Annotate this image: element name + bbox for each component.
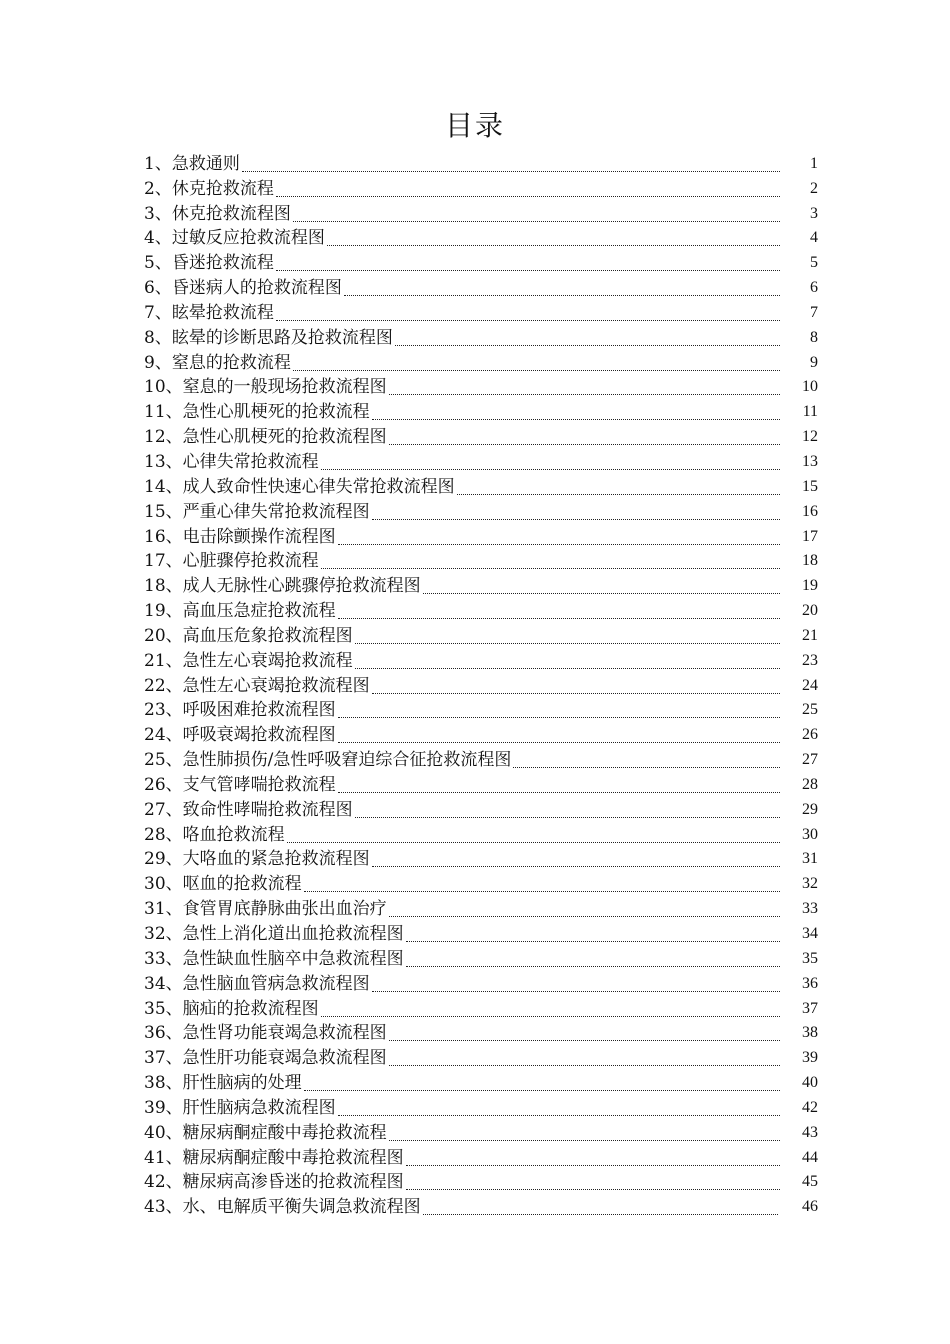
toc-entry[interactable] bbox=[144, 1144, 818, 1169]
toc-entry[interactable] bbox=[144, 498, 818, 523]
toc-leader-dots bbox=[389, 1039, 780, 1041]
toc-entry-page-number: 40 bbox=[802, 1074, 818, 1092]
toc-leader-dots bbox=[355, 816, 780, 818]
toc-entry[interactable] bbox=[144, 846, 818, 871]
page-title: 目录 bbox=[444, 109, 505, 142]
toc-entry-label: 16、电击除颤操作流程图 bbox=[144, 526, 336, 547]
toc-entry-page-number: 9 bbox=[810, 353, 818, 371]
toc-leader-dots bbox=[293, 369, 780, 371]
toc-entry-page-number: 33 bbox=[802, 900, 818, 918]
toc-entry[interactable] bbox=[144, 225, 818, 250]
toc-leader-dots bbox=[406, 940, 780, 942]
toc-entry-page-number: 39 bbox=[802, 1049, 818, 1067]
toc-leader-dots bbox=[338, 791, 780, 793]
toc-entry-page-number: 21 bbox=[802, 626, 818, 644]
toc-entry-label: 6、昏迷病人的抢救流程图 bbox=[144, 278, 342, 299]
toc-entry-label: 34、急性脑血管病急救流程图 bbox=[144, 973, 370, 994]
toc-entry[interactable] bbox=[144, 1020, 818, 1045]
toc-leader-dots bbox=[372, 418, 780, 420]
toc-entry-label: 17、心脏骤停抢救流程 bbox=[144, 551, 319, 572]
toc-entry-label: 4、过敏反应抢救流程图 bbox=[144, 228, 325, 249]
toc-entry-page-number: 34 bbox=[802, 925, 818, 942]
toc-leader-dots bbox=[293, 220, 780, 222]
toc-entry[interactable] bbox=[144, 548, 818, 573]
toc-leader-dots bbox=[338, 741, 780, 743]
toc-entry[interactable] bbox=[144, 771, 818, 796]
toc-entry-label: 39、肝性脑病急救流程图 bbox=[144, 1097, 336, 1118]
toc-entry-label: 32、急性上消化道出血抢救流程图 bbox=[144, 924, 404, 944]
toc-leader-dots bbox=[355, 642, 780, 644]
toc-entry-label: 42、糖尿病高渗昏迷的抢救流程图 bbox=[144, 1172, 404, 1193]
toc-entry[interactable] bbox=[144, 796, 818, 821]
toc-entry[interactable] bbox=[144, 523, 818, 548]
toc-entry[interactable] bbox=[144, 647, 818, 672]
toc-entry-page-number: 11 bbox=[802, 403, 818, 421]
toc-entry-label: 19、高血压急症抢救流程 bbox=[144, 601, 336, 622]
toc-entry[interactable] bbox=[144, 920, 818, 945]
toc-entry-label: 3、休克抢救流程图 bbox=[144, 203, 291, 224]
toc-entry-label: 26、支气管哮喘抢救流程 bbox=[144, 774, 336, 795]
toc-leader-dots bbox=[338, 1114, 780, 1116]
toc-entry[interactable] bbox=[144, 597, 818, 622]
toc-entry-page-number: 46 bbox=[802, 1198, 818, 1216]
toc-entry-page-number: 8 bbox=[810, 328, 818, 346]
toc-entry[interactable] bbox=[144, 150, 818, 175]
toc-entry-page-number: 25 bbox=[802, 701, 818, 719]
toc-entry-page-number: 2 bbox=[810, 179, 818, 197]
toc-entry-label: 25、急性肺损伤/急性呼吸窘迫综合征抢救流程图 bbox=[144, 750, 512, 771]
table-of-contents bbox=[144, 150, 818, 1218]
toc-leader-dots bbox=[395, 344, 780, 346]
toc-entry-label: 37、急性肝功能衰竭急救流程图 bbox=[144, 1048, 387, 1069]
toc-entry-page-number: 43 bbox=[802, 1123, 818, 1141]
toc-leader-dots bbox=[321, 1015, 780, 1017]
toc-entry-page-number: 6 bbox=[810, 279, 818, 297]
toc-entry-page-number: 24 bbox=[802, 676, 818, 694]
toc-entry-label: 13、心律失常抢救流程 bbox=[144, 451, 319, 472]
toc-entry[interactable] bbox=[144, 572, 818, 597]
toc-entry[interactable] bbox=[144, 970, 818, 995]
toc-entry[interactable] bbox=[144, 175, 818, 200]
toc-entry-label: 8、眩晕的诊断思路及抢救流程图 bbox=[144, 327, 393, 348]
toc-entry-label: 23、呼吸困难抢救流程图 bbox=[144, 700, 336, 721]
toc-leader-dots bbox=[389, 443, 780, 445]
toc-entry-label: 30、呕血的抢救流程 bbox=[144, 874, 302, 895]
toc-entry-page-number: 31 bbox=[802, 850, 818, 868]
toc-entry-label: 20、高血压危象抢救流程图 bbox=[144, 625, 353, 646]
toc-leader-dots bbox=[389, 915, 780, 917]
toc-leader-dots bbox=[406, 1188, 780, 1190]
toc-leader-dots bbox=[355, 667, 780, 669]
toc-leader-dots bbox=[304, 890, 780, 892]
toc-entry-page-number: 19 bbox=[802, 577, 818, 595]
toc-entry-page-number: 3 bbox=[810, 204, 818, 222]
toc-entry-label: 15、严重心律失常抢救流程图 bbox=[144, 501, 370, 522]
toc-leader-dots bbox=[372, 692, 780, 694]
toc-entry[interactable] bbox=[144, 1119, 818, 1144]
toc-entry-label: 43、水、电解质平衡失调急救流程图 bbox=[144, 1197, 421, 1218]
toc-leader-dots bbox=[389, 1064, 780, 1066]
toc-entry-page-number: 37 bbox=[802, 999, 818, 1017]
toc-entry-label: 22、急性左心衰竭抢救流程图 bbox=[144, 675, 370, 696]
toc-entry[interactable] bbox=[144, 249, 818, 274]
toc-entry-page-number: 17 bbox=[802, 527, 818, 545]
toc-entry-page-number: 13 bbox=[802, 452, 818, 470]
toc-entry-label: 24、呼吸衰竭抢救流程图 bbox=[144, 725, 336, 746]
toc-leader-dots bbox=[338, 543, 780, 545]
toc-entry[interactable] bbox=[144, 1193, 818, 1218]
toc-leader-dots bbox=[372, 518, 780, 520]
toc-entry[interactable] bbox=[144, 200, 818, 225]
toc-entry-label: 35、脑疝的抢救流程图 bbox=[144, 998, 319, 1019]
toc-entry[interactable] bbox=[144, 622, 818, 647]
toc-entry[interactable] bbox=[144, 398, 818, 423]
toc-entry-label: 27、致命性哮喘抢救流程图 bbox=[144, 799, 353, 820]
toc-entry-label: 36、急性肾功能衰竭急救流程图 bbox=[144, 1023, 387, 1044]
toc-entry-label: 18、成人无脉性心跳骤停抢救流程图 bbox=[144, 576, 421, 597]
toc-leader-dots bbox=[321, 468, 780, 470]
toc-entry-page-number: 32 bbox=[802, 875, 818, 893]
toc-entry-page-number: 35 bbox=[802, 949, 818, 967]
toc-leader-dots bbox=[372, 865, 780, 867]
toc-entry-page-number: 5 bbox=[810, 254, 818, 272]
toc-entry[interactable] bbox=[144, 995, 818, 1020]
toc-entry-label: 41、糖尿病酮症酸中毒抢救流程图 bbox=[144, 1147, 404, 1168]
toc-entry[interactable] bbox=[144, 1169, 818, 1194]
toc-leader-dots bbox=[287, 841, 780, 843]
toc-entry[interactable] bbox=[144, 374, 818, 399]
toc-entry[interactable] bbox=[144, 473, 818, 498]
toc-leader-dots bbox=[242, 170, 780, 172]
toc-entry-page-number: 26 bbox=[802, 726, 818, 744]
toc-entry-page-number: 18 bbox=[802, 552, 818, 570]
toc-leader-dots bbox=[276, 269, 780, 271]
toc-entry-label: 12、急性心肌梗死的抢救流程图 bbox=[144, 427, 387, 448]
toc-entry-page-number: 29 bbox=[802, 800, 818, 818]
toc-leader-dots bbox=[406, 965, 780, 967]
toc-entry-label: 33、急性缺血性脑卒中急救流程图 bbox=[144, 948, 404, 969]
toc-entry-label: 21、急性左心衰竭抢救流程 bbox=[144, 650, 353, 671]
toc-entry[interactable] bbox=[144, 299, 818, 324]
toc-entry-label: 10、窒息的一般现场抢救流程图 bbox=[144, 377, 387, 398]
toc-entry-page-number: 4 bbox=[810, 229, 818, 247]
toc-leader-dots bbox=[389, 393, 780, 395]
toc-entry[interactable] bbox=[144, 672, 818, 697]
toc-leader-dots bbox=[321, 567, 780, 569]
toc-entry[interactable] bbox=[144, 274, 818, 299]
toc-entry[interactable] bbox=[144, 746, 818, 771]
toc-entry[interactable] bbox=[144, 870, 818, 895]
toc-entry-page-number: 20 bbox=[802, 602, 818, 620]
toc-leader-dots bbox=[344, 294, 780, 296]
toc-entry-label: 2、休克抢救流程 bbox=[144, 178, 274, 199]
toc-leader-dots bbox=[457, 493, 780, 495]
toc-entry[interactable] bbox=[144, 945, 818, 970]
toc-entry-label: 7、眩晕抢救流程 bbox=[144, 302, 274, 323]
toc-leader-dots bbox=[389, 1139, 780, 1141]
toc-leader-dots bbox=[513, 766, 780, 768]
toc-entry-page-number: 36 bbox=[802, 974, 818, 992]
toc-entry-page-number: 38 bbox=[802, 1024, 818, 1042]
toc-leader-dots bbox=[372, 990, 780, 992]
toc-entry-page-number: 44 bbox=[802, 1148, 818, 1166]
toc-leader-dots bbox=[327, 244, 780, 246]
toc-leader-dots bbox=[304, 1089, 780, 1091]
toc-entry-label: 9、窒息的抢救流程 bbox=[144, 352, 291, 373]
toc-entry[interactable] bbox=[144, 324, 818, 349]
toc-entry[interactable] bbox=[144, 697, 818, 722]
toc-leader-dots bbox=[338, 716, 780, 718]
toc-leader-dots bbox=[338, 617, 780, 619]
toc-entry-label: 1、急救通则 bbox=[144, 153, 240, 174]
toc-entry[interactable] bbox=[144, 1094, 818, 1119]
toc-entry-label: 29、大咯血的紧急抢救流程图 bbox=[144, 849, 370, 870]
toc-leader-dots bbox=[423, 1213, 778, 1215]
toc-entry-page-number: 23 bbox=[802, 651, 818, 669]
toc-entry-page-number: 12 bbox=[802, 428, 818, 446]
toc-entry[interactable] bbox=[144, 448, 818, 473]
toc-entry-label: 28、咯血抢救流程 bbox=[144, 824, 285, 845]
toc-entry[interactable] bbox=[144, 349, 818, 374]
toc-entry-page-number: 1 bbox=[810, 154, 818, 172]
toc-entry[interactable] bbox=[144, 1044, 818, 1069]
toc-entry[interactable] bbox=[144, 821, 818, 846]
toc-entry-page-number: 30 bbox=[802, 825, 818, 843]
toc-entry[interactable] bbox=[144, 895, 818, 920]
toc-leader-dots bbox=[276, 319, 780, 321]
toc-leader-dots bbox=[406, 1164, 780, 1166]
toc-entry[interactable] bbox=[144, 721, 818, 746]
toc-leader-dots bbox=[276, 195, 780, 197]
toc-entry-page-number: 45 bbox=[802, 1173, 818, 1191]
toc-entry-page-number: 42 bbox=[802, 1098, 818, 1116]
toc-entry[interactable] bbox=[144, 423, 818, 448]
toc-entry-label: 11、急性心肌梗死的抢救流程 bbox=[144, 402, 370, 423]
toc-entry-label: 38、肝性脑病的处理 bbox=[144, 1073, 302, 1094]
toc-entry-page-number: 28 bbox=[802, 775, 818, 793]
toc-entry-page-number: 27 bbox=[802, 751, 818, 769]
toc-entry-label: 5、昏迷抢救流程 bbox=[144, 253, 274, 274]
toc-entry-label: 14、成人致命性快速心律失常抢救流程图 bbox=[144, 476, 455, 497]
toc-entry-page-number: 15 bbox=[802, 477, 818, 495]
toc-entry-page-number: 10 bbox=[802, 378, 818, 396]
toc-entry[interactable] bbox=[144, 1069, 818, 1094]
toc-leader-dots bbox=[423, 592, 780, 594]
toc-entry-page-number: 16 bbox=[802, 502, 818, 520]
toc-entry-page-number: 7 bbox=[810, 303, 818, 321]
toc-entry-label: 40、糖尿病酮症酸中毒抢救流程 bbox=[144, 1122, 387, 1143]
toc-entry-label: 31、食管胃底静脉曲张出血治疗 bbox=[144, 899, 387, 920]
